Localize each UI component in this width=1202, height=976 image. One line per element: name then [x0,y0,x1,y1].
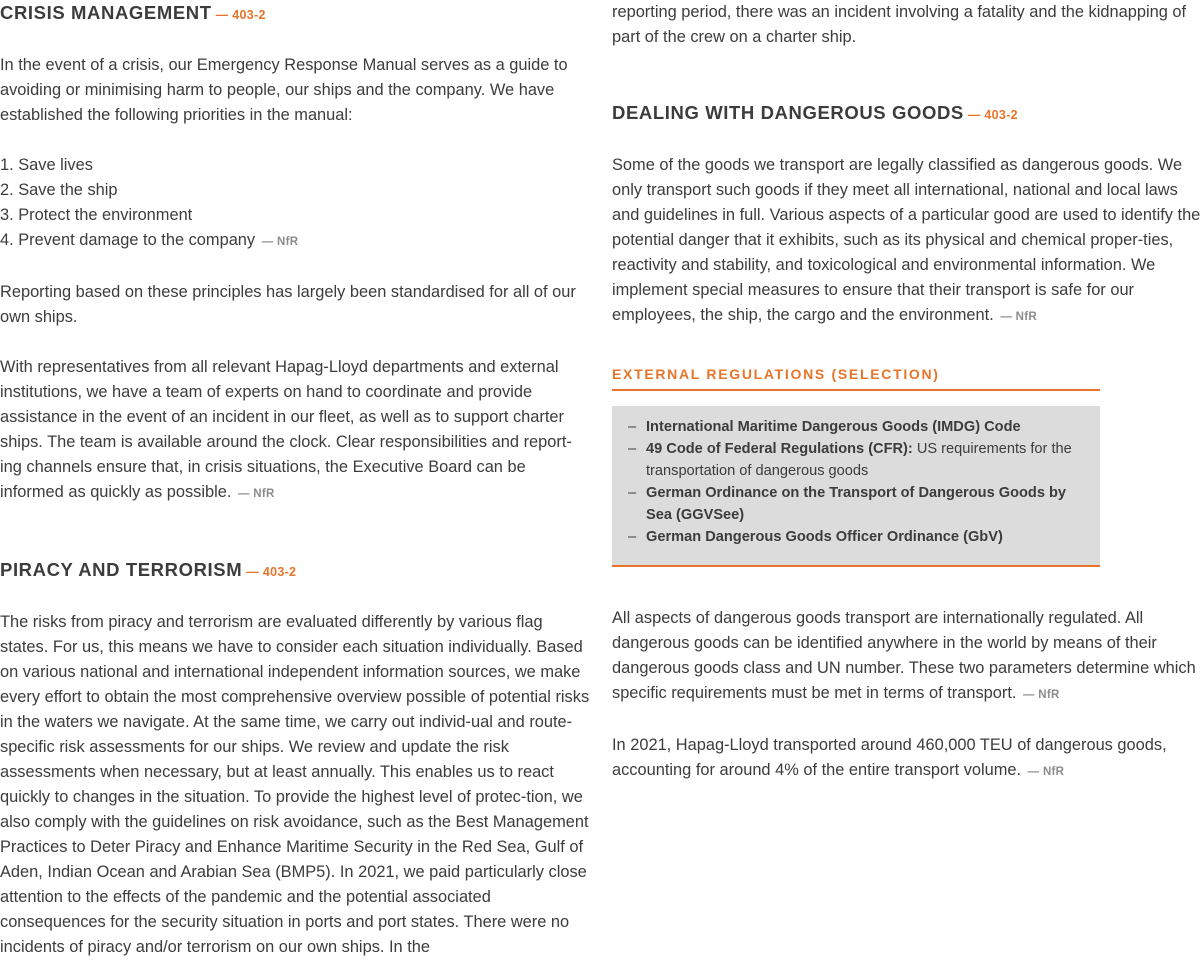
dash-bullet: – [628,419,637,435]
left-column [0,0,592,960]
nfr-tag: — NfR [261,236,299,248]
reporting-paragraph: Reporting based on these principles has largely been standardised for all of our own ships. [0,283,576,326]
external-regulations-title: EXTERNAL REGULATIONS (SELECTION) [612,363,1100,391]
dangerous-ref: — 403-2 [967,108,1018,122]
crisis-management-heading: CRISIS MANAGEMENT — 403-2 [0,2,266,23]
priority-item: 3. Protect the environment [0,206,193,224]
piracy-continuation: reporting period, there was an incident involving a fatality and the kidnapping of part of the crew on a charter ship. [612,3,1187,46]
priority-item: 2. Save the ship [0,181,118,199]
dash-bullet: – [628,529,637,545]
piracy-paragraph: The risks from piracy and terrorism are evaluated differently by various flag states. For us, this means we have to consider each situation individually. Based on various national and international independent information sources, we make every effort to obtain the most comprehensive overview possible of potential risks in the waters we navigate. At the same time, we carry out individ-ual and route-specific risk assessments for our ships. We review and update the risk assessments when necessary, but at least annually. This enables us to react quickly to changes in the situation. To provide the highest level of protec-tion, we also comply with the guidelines on risk avoidance, such as the Best Management Practices to Deter Piracy and Enhance Maritime Security in the Red Sea, Gulf of Aden, Indian Ocean and Arabian Sea (BMP5). In 2021, we paid particularly close attention to the effects of the pandemic and the potential associated consequences for the security situation in ports and port states. There were no incidents of piracy and/or terrorism on our own ships. In the [0,613,590,956]
nfr-tag: — NfR [1027,766,1065,778]
crisis-intro: In the event of a crisis, our Emergency Response Manual serves as a guide to avoiding or minimising harm to people, our ships and the company. We have established the following priorities in the manual: [0,56,568,124]
team-paragraph: With representatives from all relevant Hapag-Lloyd departments and external institutions, we have a team of experts on hand to coordinate and provide assistance in the event of an incident in our fleet, as well as to support charter ships. The team is available around the clock. Clear responsibilities and report-ing channels ensure that, in crisis situations, the Executive Board can be informed as quickly as possible. — NfR [0,358,572,501]
nfr-tag: — NfR [1000,311,1037,323]
nfr-tag: — NfR [237,488,275,500]
nfr-tag: — NfR [1023,689,1060,701]
crisis-ref: — 403-2 [215,8,266,22]
dangerous-goods-paragraph: Some of the goods we transport are legally classified as dangerous goods. We only transport such goods if they meet all international, national and local laws and guidelines in full. Various aspects of a particular good are used to identify the potential danger that it exhibits, such as its physical and chemical proper-ties, reactivity and stability, and toxicological and environmental information. We implement special measures to ensure that their transport is safe for our employees, the ship, the cargo and the environment. — NfR [612,156,1201,324]
piracy-ref: — 403-2 [246,565,297,579]
piracy-terrorism-heading: PIRACY AND TERRORISM — 403-2 [0,559,297,580]
regulation-item: – International Maritime Dangerous Goods (IMDG) Code [628,416,1084,438]
priority-item: 4. Prevent damage to the company — NfR [0,231,299,249]
priority-item: 1. Save lives [0,156,93,174]
regulation-item: – German Ordinance on the Transport of Dangerous Goods by Sea (GGVSee) [628,482,1084,526]
dash-bullet: – [628,485,637,501]
regulation-item: – 49 Code of Federal Regulations (CFR): US requirements for the transportation of dangerous goods [628,438,1084,482]
regulation-item: – German Dangerous Goods Officer Ordinance (GbV) [628,526,1084,548]
external-regulations-box [612,406,1100,567]
right-column [612,0,1202,785]
aspects-paragraph: All aspects of dangerous goods transport are internationally regulated. All dangerous goods can be identified anywhere in the world by means of their dangerous goods class and UN number. These two parameters determine which specific requirements must be met in terms of transport. — NfR [612,609,1196,702]
volume-paragraph: In 2021, Hapag-Lloyd transported around 460,000 TEU of dangerous goods, accounting for around 4% of the entire transport volume. — NfR [612,736,1167,779]
dash-bullet: – [628,441,637,457]
dangerous-goods-heading: DEALING WITH DANGEROUS GOODS — 403-2 [612,102,1018,123]
priority-list [0,153,592,255]
